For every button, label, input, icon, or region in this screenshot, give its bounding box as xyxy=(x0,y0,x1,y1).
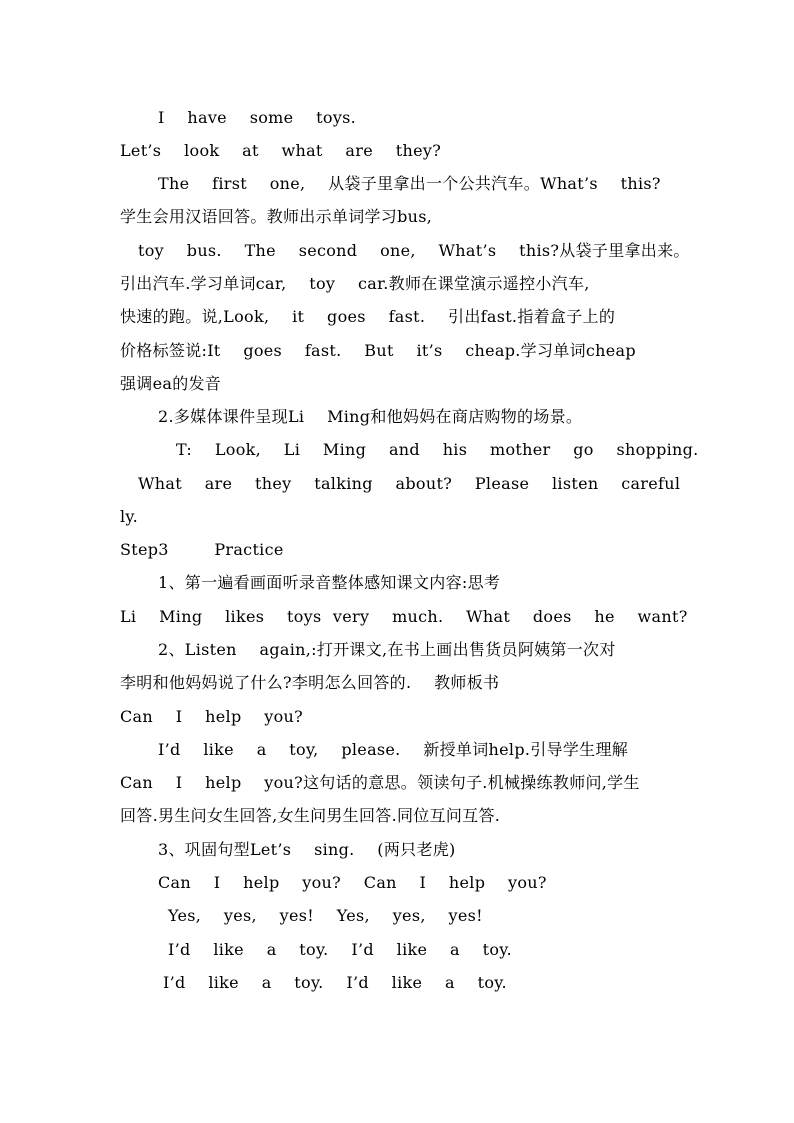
text-line: 价格标签说:It goes fast. But it’s cheap.学习单词cheap xyxy=(120,341,636,360)
song-line: Can I help you? Can I help you? xyxy=(158,873,547,892)
text-line: 3、巩固句型Let’s sing. (两只老虎) xyxy=(158,840,456,859)
text-line: I have some toys. xyxy=(158,108,357,127)
song-line: I’d like a toy. I’d like a toy. xyxy=(163,973,507,992)
text-line: toy bus. The second one, What’s this?从袋子里拿出来。 xyxy=(138,241,690,260)
text-line: 李明和他妈妈说了什么?李明怎么回答的. 教师板书 xyxy=(120,673,500,692)
text-line: ly. xyxy=(120,507,139,526)
text-line: The first one, 从袋子里拿出一个公共汽车。What’s this? xyxy=(158,174,661,193)
text-line: 2、Listen again,:打开课文,在书上画出售货员阿姨第一次对 xyxy=(158,640,616,659)
text-line: 学生会用汉语回答。教师出示单词学习bus, xyxy=(120,207,433,226)
text-line: What are they talking about? Please listen careful xyxy=(138,474,681,493)
text-line: Can I help you? xyxy=(120,707,304,726)
text-line: T: Look, Li Ming and his mother go shopping. xyxy=(176,440,699,459)
text-line: I’d like a toy, please. 新授单词help.引导学生理解 xyxy=(158,740,629,759)
text-line: Li Ming likes toys very much. What does he want? xyxy=(120,607,688,626)
text-line: 2.多媒体课件呈现Li Ming和他妈妈在商店购物的场景。 xyxy=(158,407,583,426)
text-line: Let’s look at what are they? xyxy=(120,141,442,160)
text-line: 1、第一遍看画面听录音整体感知课文内容:思考 xyxy=(158,573,501,592)
text-line: 回答.男生问女生回答,女生问男生回答.同位互问互答. xyxy=(120,806,501,825)
song-line: Yes, yes, yes! Yes, yes, yes! xyxy=(168,906,483,925)
text-line: 快速的跑。说,Look, it goes fast. 引出fast.指着盒子上的 xyxy=(120,307,616,326)
section-heading: Step3 Practice xyxy=(120,540,284,559)
text-line: 引出汽车.学习单词car, toy car.教师在课堂演示遥控小汽车, xyxy=(120,274,590,293)
song-line: I’d like a toy. I’d like a toy. xyxy=(168,940,512,959)
text-line: Can I help you?这句话的意思。领读句子.机械操练教师问,学生 xyxy=(120,773,640,792)
text-line: 强调ea的发音 xyxy=(120,374,222,393)
